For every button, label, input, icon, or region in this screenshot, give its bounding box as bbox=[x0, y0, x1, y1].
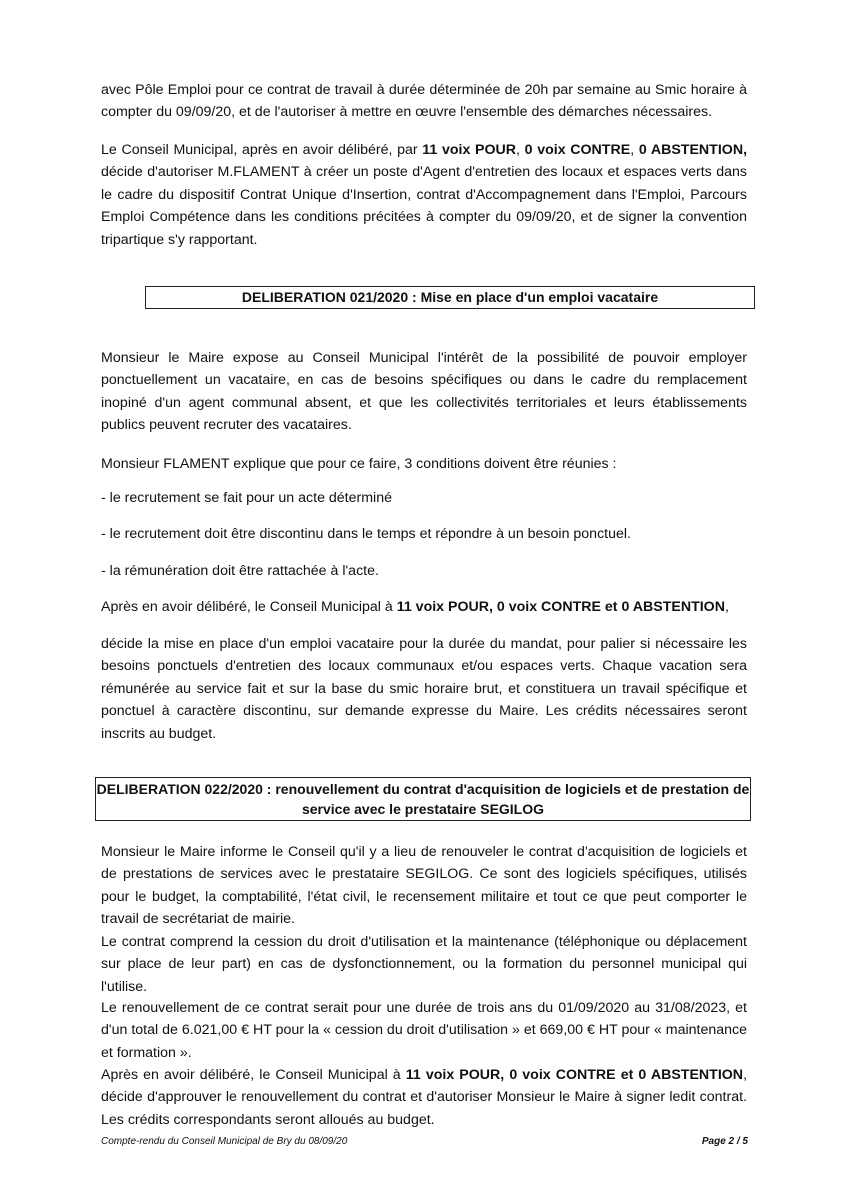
vote-pour: 11 voix POUR bbox=[422, 142, 517, 158]
intro-paragraph-1: avec Pôle Emploi pour ce contrat de travail à durée déterminée de 20h par semaine au Smic horaire à compter du 09/09/20, et de l'autoriser à mettre en œuvre l'ensemble des démarches nécessaires. bbox=[101, 82, 747, 121]
vote-abstention: 0 ABSTENTION, bbox=[638, 142, 748, 158]
delib021-paragraph-2: Monsieur FLAMENT explique que pour ce faire, 3 conditions doivent être réunies : bbox=[101, 456, 617, 472]
delib021-paragraph-1: Monsieur le Maire expose au Conseil Municipal l'intérêt de la possibilité de pouvoir employer ponctuellement un vacataire, en cas de besoins spécifiques ou dans le cadre du remplacement inopiné d'un agent communal absent, et que les collectivités territoriales et leurs établissements publics peuvent recruter des vacataires. bbox=[101, 350, 747, 434]
text-run: Après en avoir délibéré, le Conseil Municipal à bbox=[101, 1067, 406, 1083]
vote-contre: 0 voix CONTRE bbox=[524, 142, 631, 158]
delib022-paragraph-3: Le renouvellement de ce contrat serait pour une durée de trois ans du 01/09/2020 au 31/08/2023, et d'un total de 6.021,00 € HT pour la « cession du droit d'utilisation » et 669,00 € HT pour « maintenance et formation ». bbox=[101, 1000, 747, 1061]
delib022-vote bbox=[101, 1064, 747, 1131]
text-run: , bbox=[630, 142, 639, 158]
condition-2: - le recrutement doit être discontinu dans le temps et répondre à un besoin ponctuel. bbox=[101, 526, 631, 542]
vote-result: 11 voix POUR, 0 voix CONTRE et 0 ABSTENTION bbox=[405, 1067, 744, 1083]
condition-1: - le recrutement se fait pour un acte déterminé bbox=[101, 490, 392, 506]
deliberation-021-heading: DELIBERATION 021/2020 : Mise en place d'un emploi vacataire bbox=[145, 286, 755, 309]
text-run: , bbox=[516, 142, 525, 158]
condition-3: - la rémunération doit être rattachée à l'acte. bbox=[101, 563, 379, 579]
page-number: Page 2 / 5 bbox=[701, 1136, 748, 1147]
text-run: , décide d'approuver le renouvellement du contrat et d'autoriser Monsieur le Maire à signer ledit contrat. Les crédits correspondants seront alloués au budget. bbox=[101, 1067, 748, 1128]
text-run: Le Conseil Municipal, après en avoir délibéré, par bbox=[101, 142, 423, 158]
heading-line-2: service avec le prestataire SEGILOG bbox=[301, 801, 545, 817]
footer-title: Compte-rendu du Conseil Municipal de Bry du 08/09/20 bbox=[101, 1136, 348, 1147]
delib022-paragraph-1: Monsieur le Maire informe le Conseil qu'il y a lieu de renouveler le contrat d'acquisition de logiciels et de prestations de services avec le prestataire SEGILOG. Ce sont des logiciels spécifiques, utilisés pour le budget, la comptabilité, l'état civil, le recensement militaire et tout ce que peut comporter le travail de secrétariat de mairie. bbox=[101, 844, 747, 928]
text-run: décide d'autoriser M.FLAMENT à créer un poste d'Agent d'entretien des locaux et espaces verts dans le cadre du dispositif Contrat Unique d'Insertion, contrat d'Accompagnement dans l'Emploi, Parcours Emploi Compétence dans les conditions précitées à compter du 09/09/20, et de signer la convention tripartique s'y rapportant. bbox=[101, 164, 747, 248]
text-run: , bbox=[724, 599, 729, 615]
vote-result: 11 voix POUR, 0 voix CONTRE et 0 ABSTENTION bbox=[396, 599, 725, 615]
text-run: Après en avoir délibéré, le Conseil Municipal à bbox=[101, 599, 397, 615]
heading-line-1: DELIBERATION 022/2020 : renouvellement du contrat d'acquisition de logiciels et de prestation de bbox=[96, 781, 750, 797]
delib021-paragraph-3: décide la mise en place d'un emploi vacataire pour la durée du mandat, pour palier si nécessaire les besoins ponctuels d'entretien des locaux communaux et/ou espaces verts. Chaque vacation sera rémunérée au service fait et sur la base du smic horaire brut, et constituera un travail spécifique et ponctuel à caractère discontinu, sur demande expresse du Maire. Les crédits nécessaires seront inscrits au budget. bbox=[101, 636, 747, 742]
delib021-vote bbox=[101, 596, 747, 618]
deliberation-022-heading bbox=[95, 777, 751, 821]
delib022-paragraph-2: Le contrat comprend la cession du droit d'utilisation et la maintenance (téléphonique ou déplacement sur place de leur part) en cas de dysfonctionnement, ou la formation du personnel municipal qui l'utilise. bbox=[101, 934, 747, 995]
intro-paragraph-2 bbox=[101, 139, 747, 251]
